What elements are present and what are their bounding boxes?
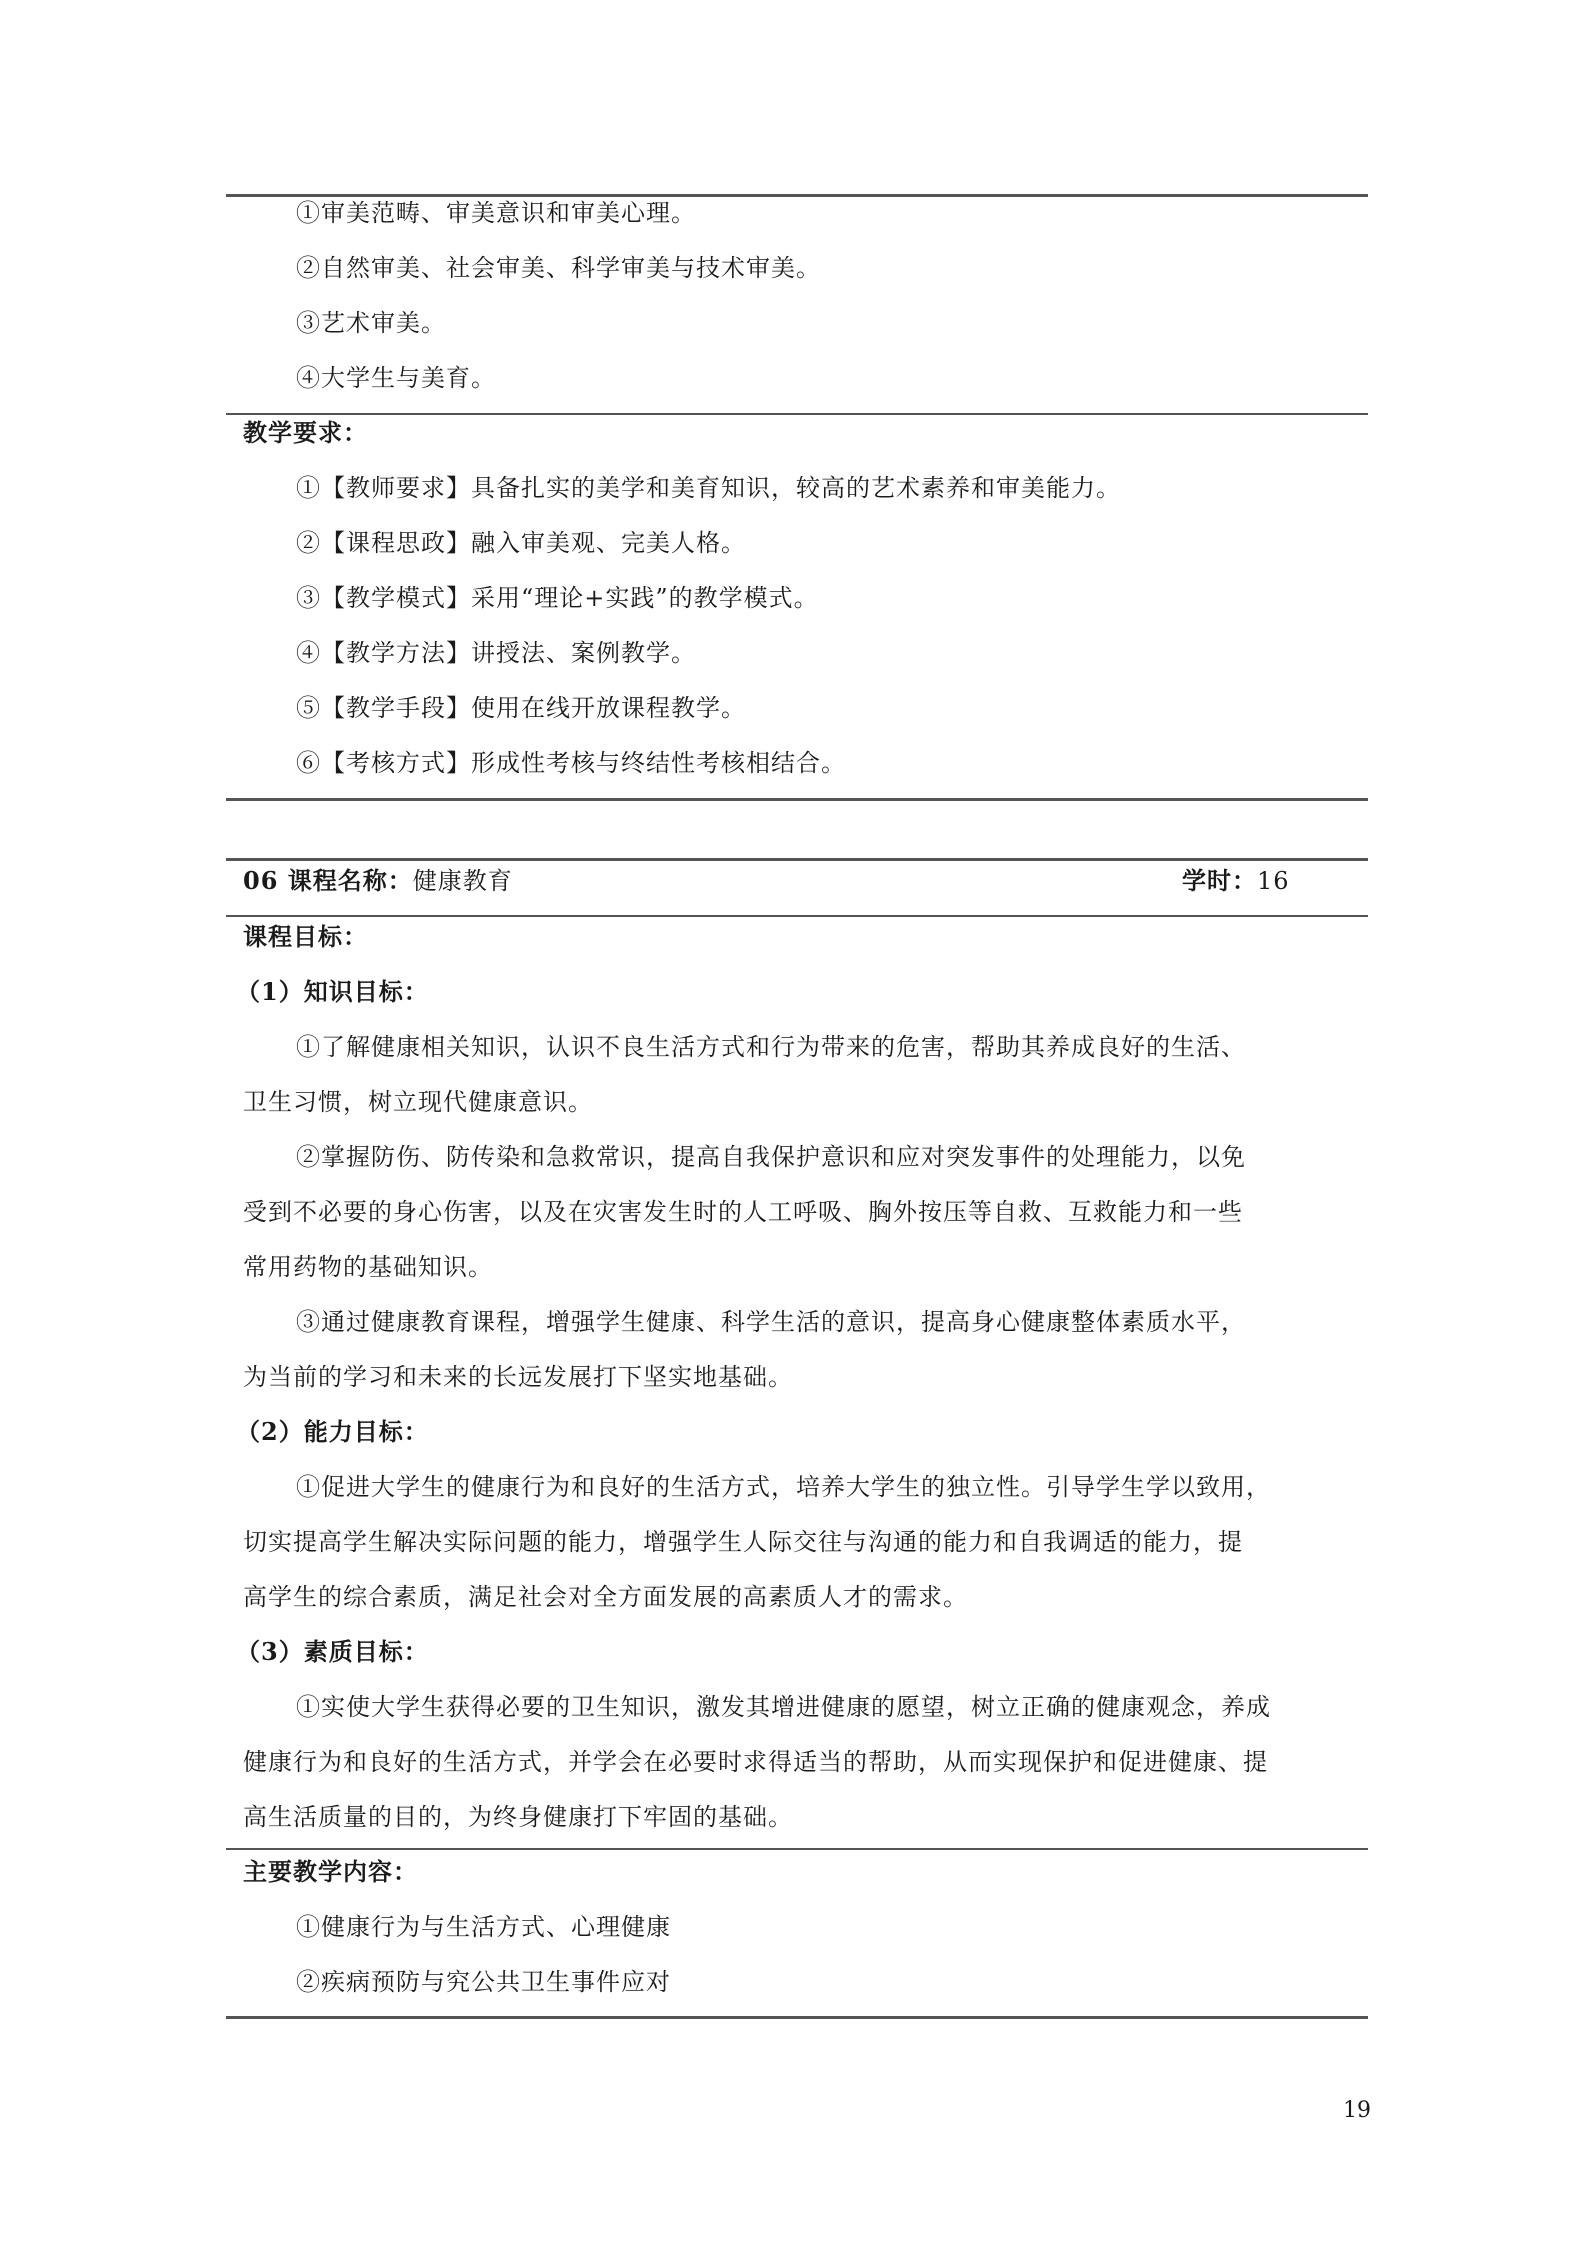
main-content-item: ①健康行为与生活方式、心理健康 xyxy=(296,1913,671,1941)
knowledge-text: 卫生习惯，树立现代健康意识。 xyxy=(243,1088,593,1116)
table-bottom-border xyxy=(226,798,1368,801)
main-content-heading: 主要教学内容： xyxy=(243,1857,418,1886)
content-item: ③艺术审美。 xyxy=(296,309,446,337)
ability-text: 切实提高学生解决实际问题的能力，增强学生人际交往与沟通的能力和自我调适的能力，提 xyxy=(243,1528,1243,1556)
requirement-item: ⑥【考核方式】形成性考核与终结性考核相结合。 xyxy=(296,749,846,777)
course-name-label: 06 课程名称： xyxy=(243,866,413,895)
knowledge-heading: （1）知识目标： xyxy=(236,977,429,1006)
ability-heading: （2）能力目标： xyxy=(236,1417,429,1446)
ability-text: 高学生的综合素质，满足社会对全方面发展的高素质人才的需求。 xyxy=(243,1583,968,1611)
course-name-row xyxy=(243,866,513,896)
requirement-item: ③【教学模式】采用“理论+实践”的教学模式。 xyxy=(296,584,819,612)
requirement-item: ①【教师要求】具备扎实的美学和美育知识，较高的艺术素养和审美能力。 xyxy=(296,474,1121,502)
requirements-heading: 教学要求： xyxy=(243,418,368,447)
course-name: 健康教育 xyxy=(412,867,513,895)
requirement-item: ②【课程思政】融入审美观、完美人格。 xyxy=(296,529,746,557)
content-item: ②自然审美、社会审美、科学审美与技术审美。 xyxy=(296,254,821,282)
knowledge-text: ③通过健康教育课程，增强学生健康、科学生活的意识，提高身心健康整体素质水平， xyxy=(296,1308,1246,1336)
quality-text: ①实使大学生获得必要的卫生知识，激发其增进健康的愿望，树立正确的健康观念，养成 xyxy=(296,1693,1271,1721)
course-hours-label: 学时： xyxy=(1182,866,1257,895)
row-divider xyxy=(226,1848,1368,1850)
page-number: 19 xyxy=(1343,2098,1371,2123)
row-divider xyxy=(226,413,1368,415)
goals-heading: 课程目标： xyxy=(243,922,368,951)
knowledge-text: 常用药物的基础知识。 xyxy=(243,1253,493,1281)
knowledge-text: 受到不必要的身心伤害，以及在灾害发生时的人工呼吸、胸外按压等自救、互救能力和一些 xyxy=(243,1198,1243,1226)
content-item: ④大学生与美育。 xyxy=(296,364,496,392)
table-top-border xyxy=(226,194,1368,197)
quality-heading: （3）素质目标： xyxy=(236,1637,429,1666)
table-top-border xyxy=(226,858,1368,861)
knowledge-text: ①了解健康相关知识，认识不良生活方式和行为带来的危害，帮助其养成良好的生活、 xyxy=(296,1033,1246,1061)
requirement-item: ⑤【教学手段】使用在线开放课程教学。 xyxy=(296,694,746,722)
row-divider xyxy=(226,915,1368,917)
knowledge-text: 为当前的学习和未来的长远发展打下坚实地基础。 xyxy=(243,1363,793,1391)
quality-text: 健康行为和良好的生活方式，并学会在必要时求得适当的帮助，从而实现保护和促进健康、提 xyxy=(243,1748,1268,1776)
ability-text: ①促进大学生的健康行为和良好的生活方式，培养大学生的独立性。引导学生学以致用， xyxy=(296,1473,1271,1501)
table-bottom-border xyxy=(226,2016,1368,2019)
quality-text: 高生活质量的目的，为终身健康打下牢固的基础。 xyxy=(243,1803,793,1831)
content-item: ①审美范畴、审美意识和审美心理。 xyxy=(296,199,696,227)
knowledge-text: ②掌握防伤、防传染和急救常识，提高自我保护意识和应对突发事件的处理能力，以免 xyxy=(296,1143,1246,1171)
course-hours: 16 xyxy=(1257,867,1290,895)
requirement-item: ④【教学方法】讲授法、案例教学。 xyxy=(296,639,696,667)
course-hours-row xyxy=(1182,866,1290,896)
main-content-item: ②疾病预防与究公共卫生事件应对 xyxy=(296,1968,671,1996)
